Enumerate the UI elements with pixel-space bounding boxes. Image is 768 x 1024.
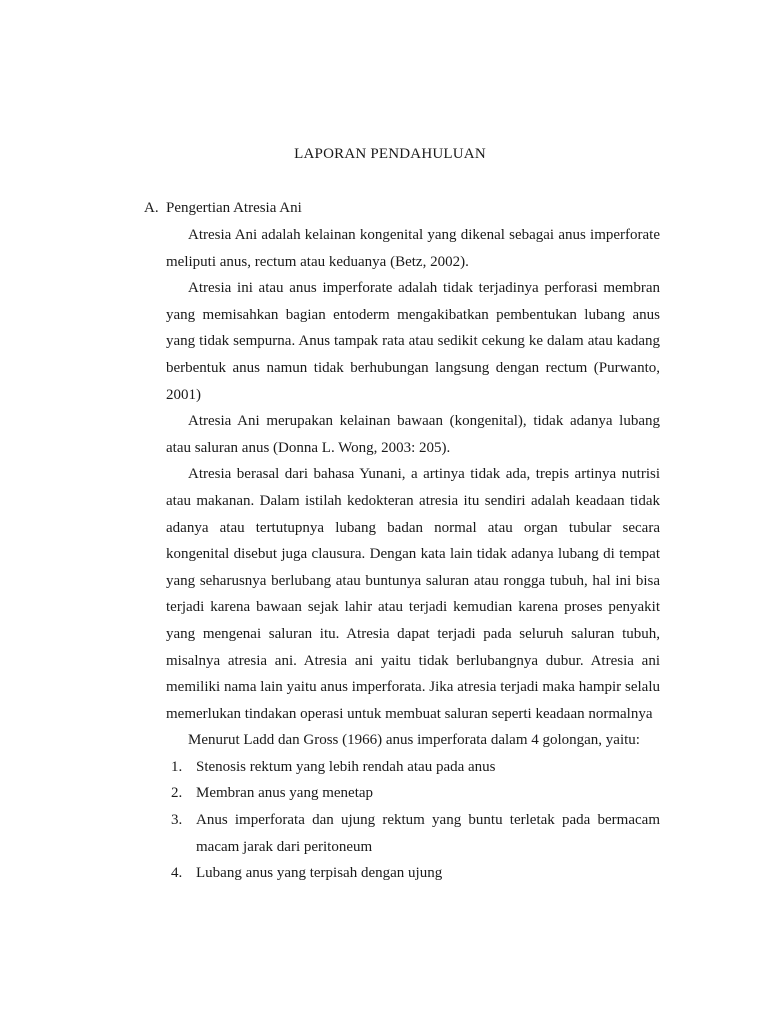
body-text: [166, 222, 660, 887]
document-title: LAPORAN PENDAHULUAN: [294, 146, 486, 162]
list-item: [166, 807, 660, 860]
classification-list: [166, 754, 660, 887]
section-letter: A.: [144, 200, 159, 216]
list-item-text: Lubang anus yang terpisah dengan ujung: [196, 865, 443, 882]
paragraph: Atresia Ani adalah kelainan kongenital yang dikenal sebagai anus imperforate meliputi anus, rectum atau keduanya (Betz, 2002).: [166, 227, 660, 270]
paragraph: Atresia Ani merupakan kelainan bawaan (kongenital), tidak adanya lubang atau saluran anus (Donna L. Wong, 2003: 205).: [166, 413, 660, 456]
paragraph: Atresia ini atau anus imperforate adalah tidak terjadinya perforasi membran yang memisahkan bagian entoderm mengakibatkan pembentukan lubang anus yang tidak sempurna. Anus tampak rata atau sedikit cekung ke dalam atau kadang berbentuk anus namun tidak berhubungan langsung dengan rectum (Purwanto, 2001): [166, 280, 660, 403]
list-item-number: 2.: [171, 785, 183, 802]
list-item-text: Anus imperforata dan ujung rektum yang buntu terletak pada bermacam macam jarak dari peritoneum: [196, 812, 660, 855]
section-heading: [144, 200, 302, 217]
list-item: [166, 780, 660, 807]
list-item-text: Membran anus yang menetap: [196, 785, 374, 802]
list-item: [166, 754, 660, 781]
list-item-number: 3.: [171, 812, 183, 829]
paragraph: Atresia berasal dari bahasa Yunani, a artinya tidak ada, trepis artinya nutrisi atau makanan. Dalam istilah kedokteran atresia itu sendiri adalah keadaan tidak adanya atau tertutupnya lubang badan normal atau organ tubular secara kongenital disebut juga clausura. Dengan kata lain tidak adanya lubang di tempat yang seharusnya berlubang atau buntunya saluran atau rongga tubuh, hal ini bisa terjadi karena bawaan sejak lahir atau terjadi kemudian karena proses penyakit yang mengenai saluran itu. Atresia dapat terjadi pada seluruh saluran tubuh, misalnya atresia ani. Atresia ani yaitu tidak berlubangnya dubur. Atresia ani memiliki nama lain yaitu anus imperforata. Jika atresia terjadi maka hampir selalu memerlukan tindakan operasi untuk membuat saluran seperti keadaan normalnya: [166, 466, 660, 722]
list-item-text: Stenosis rektum yang lebih rendah atau pada anus: [196, 758, 496, 775]
list-item-number: 4.: [171, 865, 183, 882]
paragraph: Menurut Ladd dan Gross (1966) anus imperforata dalam 4 golongan, yaitu:: [188, 732, 640, 749]
list-item-number: 1.: [171, 758, 183, 775]
list-item: [166, 860, 660, 887]
section-heading-text: Pengertian Atresia Ani: [166, 200, 302, 216]
